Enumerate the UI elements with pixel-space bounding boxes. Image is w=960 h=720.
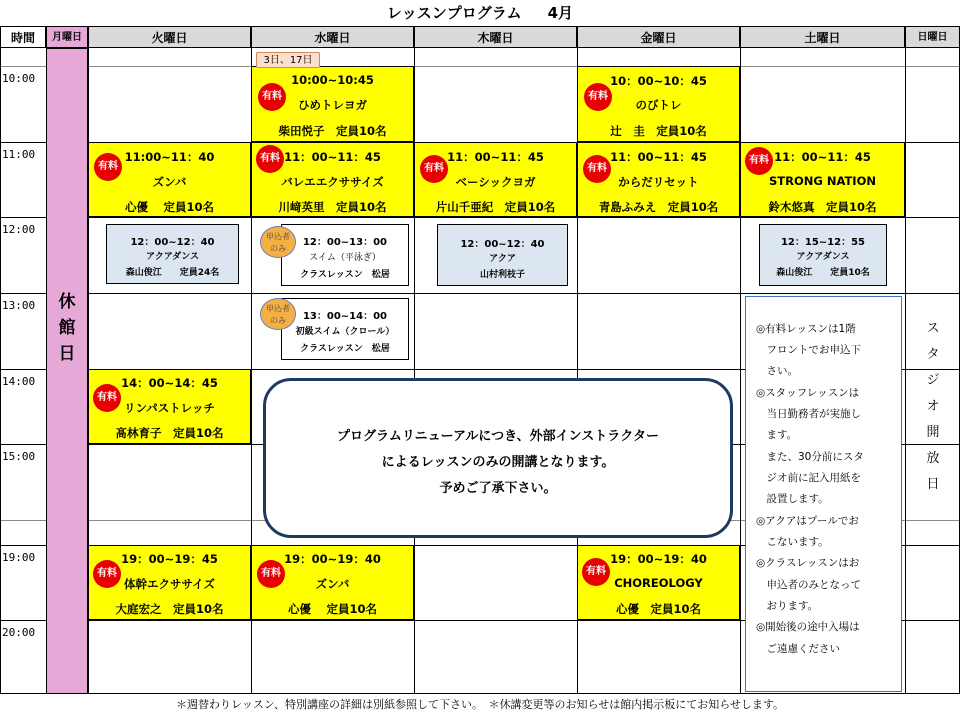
note-line: ◎スタッフレッスンは [756, 387, 860, 399]
paid-badge: 有料 [93, 384, 121, 412]
row-line [0, 217, 960, 218]
notice-line: によるレッスンのみの開講となります。 [381, 455, 615, 470]
lesson-tue-14[interactable] [88, 369, 251, 444]
time-label: 13:00 [2, 299, 36, 312]
lesson-name: スイム（平泳ぎ） [309, 253, 381, 263]
sunday-studio-column [905, 48, 960, 694]
lesson-time: 12：00~12：40 [460, 239, 545, 250]
lesson-fri-11[interactable] [577, 142, 740, 217]
header-tuesday: 火曜日 [88, 26, 251, 48]
lesson-tue-19[interactable] [88, 545, 251, 620]
lesson-instructor: 心優 定員10名 [615, 602, 701, 616]
row-line [0, 66, 960, 67]
aqua-tue-12[interactable] [106, 224, 239, 284]
monday-closed-column [46, 48, 88, 694]
lesson-time: 19：00~19：40 [284, 552, 381, 566]
note-line: 当日勤務者が実施し [756, 408, 861, 420]
lesson-wed-19[interactable] [251, 545, 414, 620]
note-line: ◎開始後の途中入場は [756, 621, 860, 633]
note-line: また、30分前にスタ [756, 451, 864, 463]
lesson-instructor: 大庭宏之 定員10名 [115, 602, 224, 616]
header-sunday: 日曜日 [905, 26, 960, 48]
lesson-name: アクアダンス [146, 252, 199, 262]
note-line: ◎クラスレッスンはお [756, 557, 860, 569]
lesson-name: リンパストレッチ [123, 401, 216, 415]
note-line: 申込者のみとなって [756, 579, 861, 591]
header-friday: 金曜日 [577, 26, 740, 48]
lesson-name: 体幹エクササイズ [123, 577, 216, 591]
lesson-name: ズンバ [152, 175, 187, 189]
note-line: ご遠慮ください [756, 643, 840, 655]
reservation-badge: 申込者 のみ [260, 298, 296, 330]
col-line [414, 26, 415, 694]
lesson-tue-11[interactable] [88, 142, 251, 217]
lesson-name: CHOREOLOGY [614, 576, 703, 590]
lesson-name: バレエエクササイズ [281, 175, 384, 189]
lesson-name: からだリセット [618, 175, 699, 189]
aqua-sat-12[interactable] [759, 224, 887, 286]
lesson-name: 初級スイム（クロール） [295, 327, 395, 337]
header-saturday: 土曜日 [740, 26, 905, 48]
paid-badge: 有料 [93, 560, 121, 588]
swim-wed-12[interactable] [281, 224, 409, 286]
closed-label: 休 館 日 [58, 292, 76, 364]
paid-badge: 有料 [256, 145, 284, 173]
lesson-time: 14：00~14：45 [121, 376, 218, 390]
lesson-time: 10:00~10:45 [291, 73, 374, 87]
lesson-instructor: 鈴木悠真 定員10名 [768, 200, 877, 214]
header-wednesday: 水曜日 [251, 26, 414, 48]
paid-badge: 有料 [94, 153, 122, 181]
lesson-instructor: 柴田悦子 定員10名 [278, 124, 387, 138]
lesson-time: 19：00~19：40 [610, 552, 707, 566]
time-label: 20:00 [2, 626, 36, 639]
notice-line: 予めご了承下さい。 [439, 481, 557, 496]
date-tag: 3日、17日 [256, 52, 320, 68]
time-label: 10:00 [2, 72, 36, 85]
notice-box [263, 378, 733, 538]
lesson-time: 12：15~12：55 [780, 237, 866, 248]
lesson-time: 11:00~11：40 [124, 150, 215, 164]
title-month: 4月 [547, 4, 574, 22]
lesson-name: アクアダンス [796, 252, 850, 262]
notice-line: プログラムリニューアルにつき、外部インストラクター [336, 429, 659, 444]
header-thursday: 木曜日 [414, 26, 577, 48]
lesson-instructor: 辻 圭 定員10名 [610, 124, 707, 138]
studio-open-label: ス タ ジ オ 開 放 日 [926, 321, 940, 492]
lesson-time: 12：00~12：40 [130, 237, 215, 248]
lesson-name: アクア [489, 254, 516, 264]
row-line [0, 693, 960, 694]
lesson-instructor: 森山俊江 定員24名 [125, 268, 220, 278]
note-line: おります。 [756, 600, 819, 612]
swim-wed-13[interactable] [281, 298, 409, 360]
lesson-instructor: 心優 定員10名 [287, 602, 377, 616]
lesson-time: 11：00~11：45 [774, 150, 871, 164]
col-line [0, 26, 1, 694]
paid-badge: 有料 [584, 83, 612, 111]
row-line [0, 293, 960, 294]
lesson-time: 11：00~11：45 [610, 150, 707, 164]
lesson-time: 12：00~13：00 [302, 237, 388, 248]
paid-badge: 有料 [582, 558, 610, 586]
lesson-instructor: 心優 定員10名 [124, 200, 214, 214]
lesson-instructor: 片山千亜紀 定員10名 [435, 200, 556, 214]
col-line [740, 26, 741, 694]
schedule-grid [0, 26, 960, 694]
lesson-time: 10：00~10：45 [610, 74, 707, 88]
note-line: ます。 [756, 429, 798, 441]
time-label: 19:00 [2, 551, 36, 564]
lesson-instructor: クラスレッスン 松居 [300, 270, 390, 280]
paid-badge: 有料 [258, 83, 286, 111]
note-line: フロントでお申込下 [756, 344, 861, 356]
reservation-badge: 申込者 のみ [260, 226, 296, 258]
note-line: さい。 [756, 365, 798, 377]
title-text: レッスンプログラム [386, 4, 522, 22]
paid-badge: 有料 [257, 560, 285, 588]
note-line: ◎アクアはプールでお [756, 515, 859, 527]
lesson-instructor: 髙林育子 定員10名 [115, 426, 224, 440]
lesson-sat-11[interactable] [740, 142, 905, 217]
lesson-name: STRONG NATION [769, 174, 876, 188]
header-monday: 月曜日 [46, 26, 88, 48]
lesson-name: ひめトレヨガ [298, 98, 367, 112]
note-line: ◎有料レッスンは1階 [756, 323, 856, 335]
lesson-instructor: 山村利枝子 [479, 270, 525, 280]
lesson-instructor: 青島ふみえ 定員10名 [598, 200, 719, 214]
lesson-instructor: 川﨑英里 定員10名 [278, 200, 387, 214]
paid-badge: 有料 [583, 155, 611, 183]
note-line: 設置します。 [756, 493, 829, 505]
paid-badge: 有料 [420, 155, 448, 183]
aqua-thu-12[interactable] [437, 224, 568, 286]
lesson-name: ズンバ [315, 577, 350, 591]
time-label: 11:00 [2, 148, 36, 161]
footer-note: ＊週替わりレッスン、特別講座の詳細は別紙参照して下さい。 ＊休講変更等のお知らせは館内掲示板にてお知らせします。 [176, 698, 784, 711]
lesson-wed-10[interactable] [251, 66, 414, 142]
time-label: 12:00 [2, 223, 36, 236]
note-line: ジオ前に記入用紙を [756, 472, 861, 484]
header-time: 時間 [0, 26, 46, 48]
lesson-time: 11：00~11：45 [447, 150, 544, 164]
lesson-fri-10[interactable] [577, 66, 740, 142]
lesson-fri-19[interactable] [577, 545, 740, 620]
page-title [0, 0, 960, 26]
lesson-time: 19：00~19：45 [121, 552, 218, 566]
notes-box [745, 296, 902, 692]
lesson-name: ベーシックヨガ [455, 175, 536, 189]
paid-badge: 有料 [745, 147, 773, 175]
lesson-thu-11[interactable] [414, 142, 577, 217]
lesson-wed-11[interactable] [251, 142, 414, 217]
time-label: 14:00 [2, 375, 36, 388]
lesson-time: 11：00~11：45 [284, 150, 381, 164]
note-line: こないます。 [756, 536, 829, 548]
lesson-time: 13：00~14：00 [302, 311, 388, 322]
time-label: 15:00 [2, 450, 36, 463]
lesson-name: のびトレ [635, 98, 682, 112]
lesson-instructor: 森山俊江 定員10名 [776, 268, 870, 278]
lesson-instructor: クラスレッスン 松居 [300, 344, 390, 354]
